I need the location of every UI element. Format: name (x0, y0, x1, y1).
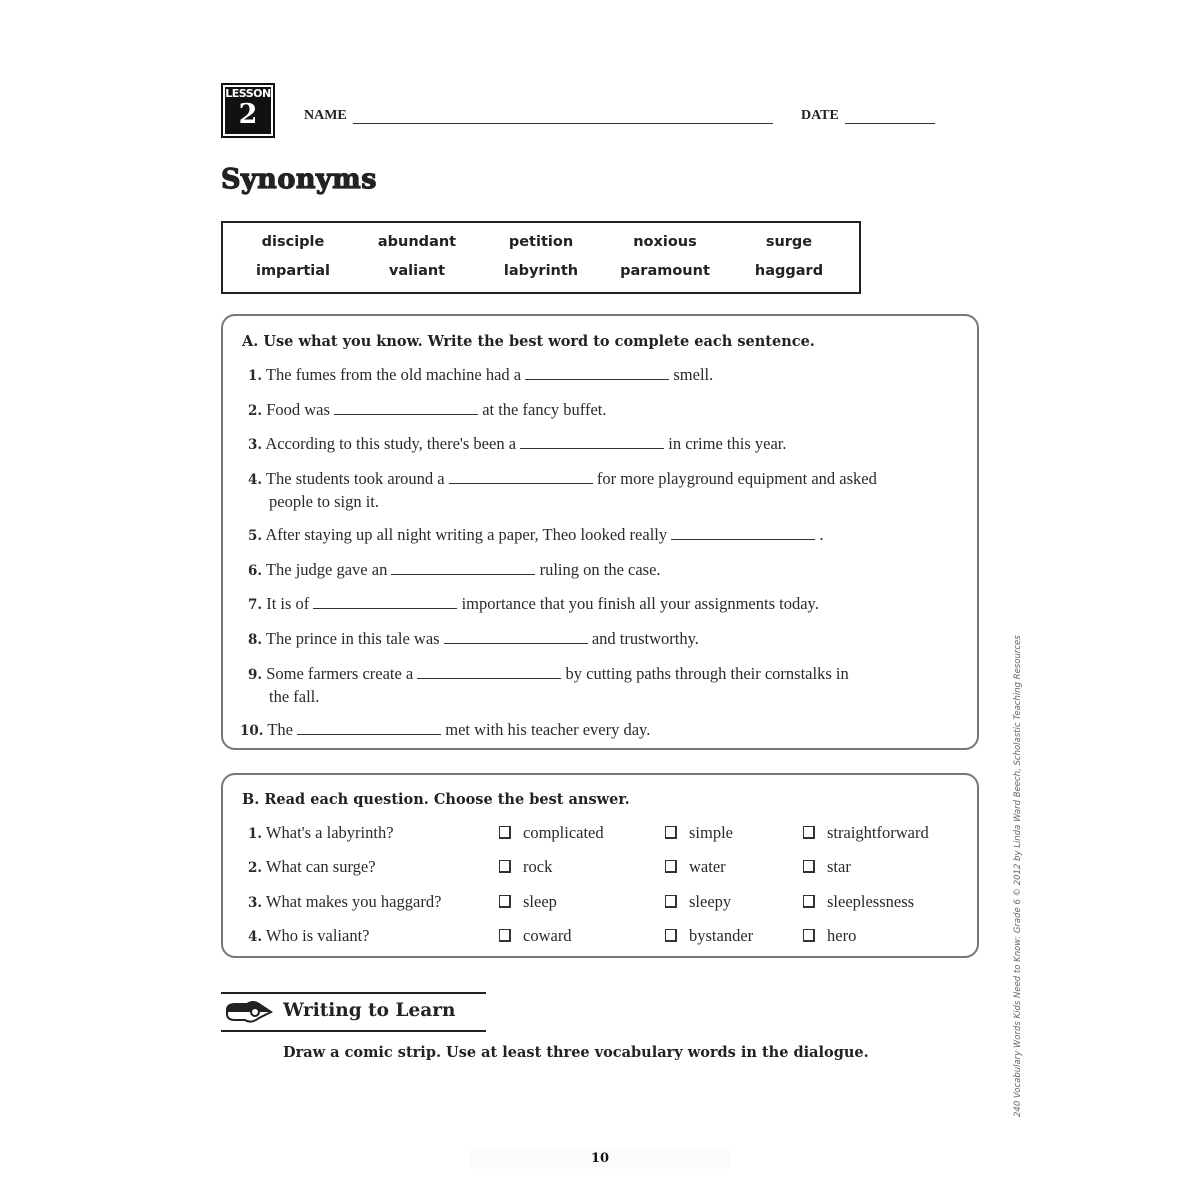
section-a-header (242, 333, 815, 350)
checkbox-icon[interactable] (665, 826, 677, 839)
pen-nib-icon (225, 1000, 275, 1026)
name-label: NAME (304, 108, 347, 123)
section-a-panel (221, 314, 979, 750)
section-a-letter: A. (242, 333, 259, 350)
answer-option[interactable]: rock (499, 857, 552, 877)
word-bank-word: impartial (255, 263, 331, 279)
word-bank-word: noxious (633, 234, 697, 250)
answer-option[interactable]: hero (803, 926, 856, 946)
answer-blank[interactable] (525, 365, 669, 380)
answer-option[interactable]: simple (665, 823, 733, 843)
answer-blank[interactable] (671, 525, 815, 540)
sentence-item: 5. After staying up all night writing a paper, Theo looked really . (248, 525, 824, 544)
word-bank-word: petition (508, 234, 574, 250)
name-line[interactable] (353, 109, 773, 124)
word-bank-word: valiant (388, 263, 446, 279)
checkbox-icon[interactable] (665, 929, 677, 942)
section-b-instruction: Read each question. Choose the best answer. (264, 791, 630, 808)
lesson-label: LESSON (225, 87, 271, 100)
date-field[interactable] (801, 108, 935, 124)
answer-blank[interactable] (334, 400, 478, 415)
question-item: 4. Who is valiant? (248, 926, 370, 945)
answer-option[interactable]: water (665, 857, 726, 877)
answer-blank[interactable] (391, 560, 535, 575)
answer-option[interactable]: complicated (499, 823, 604, 843)
sentence-item: 2. Food was at the fancy buffet. (248, 400, 607, 419)
sentence-item: 6. The judge gave an ruling on the case. (248, 560, 661, 579)
question-item: 1. What's a labyrinth? (248, 823, 394, 842)
word-bank-word: haggard (754, 263, 824, 279)
copyright-credit: 240 Vocabulary Words Kids Need to Know: Grade 6 © 2012 by Linda Ward Beech, Scholastic Teaching Resources (1013, 635, 1023, 1117)
question-item: 2. What can surge? (248, 857, 376, 876)
page-number: 10 (470, 1148, 730, 1169)
sentence-item: 7. It is of importance that you finish all your assignments today. (248, 594, 819, 613)
date-label: DATE (801, 108, 839, 123)
answer-option[interactable]: star (803, 857, 851, 877)
writing-to-learn-banner (221, 992, 486, 1032)
checkbox-icon[interactable] (499, 895, 511, 908)
section-b-letter: B. (242, 791, 260, 808)
question-item: 3. What makes you haggard? (248, 892, 442, 911)
answer-blank[interactable] (449, 469, 593, 484)
checkbox-icon[interactable] (665, 860, 677, 873)
sentence-item: 8. The prince in this tale was and trustworthy. (248, 629, 699, 648)
section-b-panel (221, 773, 979, 958)
word-bank (221, 221, 861, 294)
checkbox-icon[interactable] (499, 860, 511, 873)
word-bank-word: disciple (261, 234, 325, 250)
name-field[interactable] (304, 108, 773, 124)
answer-option[interactable]: bystander (665, 926, 753, 946)
lesson-badge (221, 83, 275, 138)
answer-blank[interactable] (520, 434, 664, 449)
section-a-instruction: Use what you know. Write the best word to complete each sentence. (263, 333, 815, 350)
checkbox-icon[interactable] (499, 929, 511, 942)
writing-to-learn-heading: Writing to Learn (283, 1000, 456, 1021)
date-line[interactable] (845, 109, 935, 124)
checkbox-icon[interactable] (803, 895, 815, 908)
checkbox-icon[interactable] (803, 860, 815, 873)
checkbox-icon[interactable] (665, 895, 677, 908)
word-bank-word: paramount (620, 263, 710, 279)
sentence-item: 10. The met with his teacher every day. (240, 720, 651, 739)
lesson-number: 2 (238, 99, 258, 130)
page-title: Synonyms (221, 164, 377, 195)
word-bank-word: surge (765, 234, 813, 250)
word-bank-word: labyrinth (503, 263, 579, 279)
checkbox-icon[interactable] (803, 826, 815, 839)
answer-option[interactable]: sleeplessness (803, 892, 914, 912)
writing-prompt: Draw a comic strip. Use at least three vocabulary words in the dialogue. (283, 1044, 869, 1061)
sentence-item: 3. According to this study, there's been a in crime this year. (248, 434, 787, 453)
checkbox-icon[interactable] (803, 929, 815, 942)
answer-option[interactable]: straightforward (803, 823, 929, 843)
checkbox-icon[interactable] (499, 826, 511, 839)
answer-blank[interactable] (297, 720, 441, 735)
sentence-item: 9. Some farmers create a by cutting paths through their cornstalks in the fall. (248, 664, 849, 706)
answer-blank[interactable] (417, 664, 561, 679)
sentence-item: 4. The students took around a for more playground equipment and asked people to sign it. (248, 469, 877, 511)
sentence-item: 1. The fumes from the old machine had a smell. (248, 365, 714, 384)
section-b-header (242, 791, 630, 808)
answer-option[interactable]: sleepy (665, 892, 731, 912)
answer-blank[interactable] (444, 629, 588, 644)
word-bank-word: abundant (377, 234, 457, 250)
answer-option[interactable]: coward (499, 926, 572, 946)
answer-blank[interactable] (313, 594, 457, 609)
answer-option[interactable]: sleep (499, 892, 557, 912)
